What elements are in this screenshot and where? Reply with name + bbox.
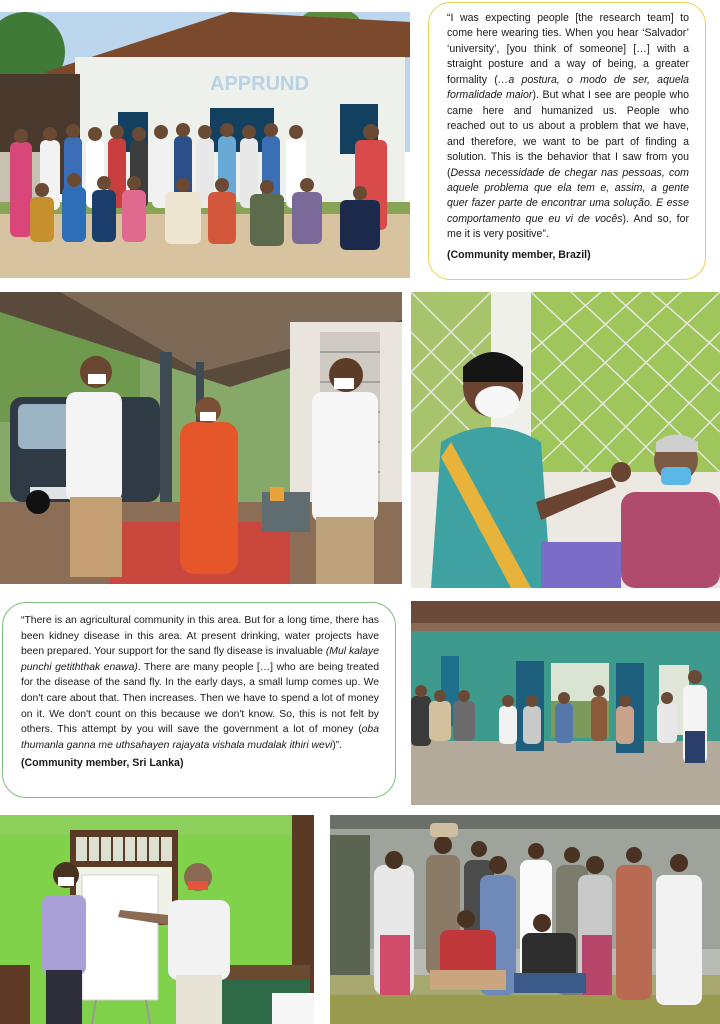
quote-brazil-part: …a postura, o modo de ser, aquela formalidade maior (447, 73, 689, 102)
photo-srilanka-monk (0, 292, 402, 584)
quote-brazil-attribution: (Community member, Brazil) (447, 248, 591, 261)
quote-brazil-part: ). And so, for me it is very positive”. (447, 212, 689, 241)
quote-brazil-part: Dessa necessidade de chegar nas pessoas, com aquele problema que ela tem e, assim, a gente quer fazer parte de encontrar uma solução. E esse comportamento que eu vi de vocês (447, 166, 689, 225)
photo-brazil-group (0, 12, 410, 278)
quote-srilanka-part: . There are many people […] who are being treated for the disease of the sand fly. In the early days, a small lump comes up. We don't care about that. Then increases. Then we have to spend a lot of money on it. We don't count on this because we don't know. So, this is not felt by others. This attempt by you will save the government a lot of money ( (21, 661, 380, 736)
quote-brazil-part: “I was expecting people [the research team] to come here wearing ties. When you hear ‘Salvador’ ‘university’, [you think of someone] […] with a straight posture and a way of being, a greater formality ( (447, 12, 689, 86)
quote-srilanka-part: )”. (332, 739, 343, 751)
quote-srilanka-part: “There is an agricultural community in this area. But for a long time, there has been kidney disease in this area. At present drinking, water projects have been prepared. Your support for the sand fly disease is invaluable (21, 615, 379, 658)
quote-brazil-box (428, 2, 706, 280)
quote-srilanka-text (21, 613, 379, 753)
quote-srilanka-box (2, 602, 396, 798)
photo-srilanka-woman-speaking (411, 292, 720, 588)
quote-srilanka-part: (Mul kalaye punchi getiththak enawa) (21, 646, 379, 673)
photo-meeting-hall (411, 601, 720, 805)
quote-brazil-part: ). But what I see are people who came here and humanized us. People who reached out to us about a problem that we have, and therefore, we want to be part of finding a solution. This is the behavior that I saw from you ( (447, 89, 689, 179)
quote-brazil-text (447, 11, 689, 243)
photo-outdoor-group (330, 815, 720, 1024)
photo-flipchart-session (0, 815, 314, 1024)
quote-srilanka-part: oba thumanla ganna me uthsahayen rajayata vishala mudalak ithiri wevi (21, 724, 379, 751)
svg-text:APPRUND: APPRUND (210, 73, 309, 95)
quote-srilanka-attribution: (Community member, Sri Lanka) (21, 757, 184, 770)
